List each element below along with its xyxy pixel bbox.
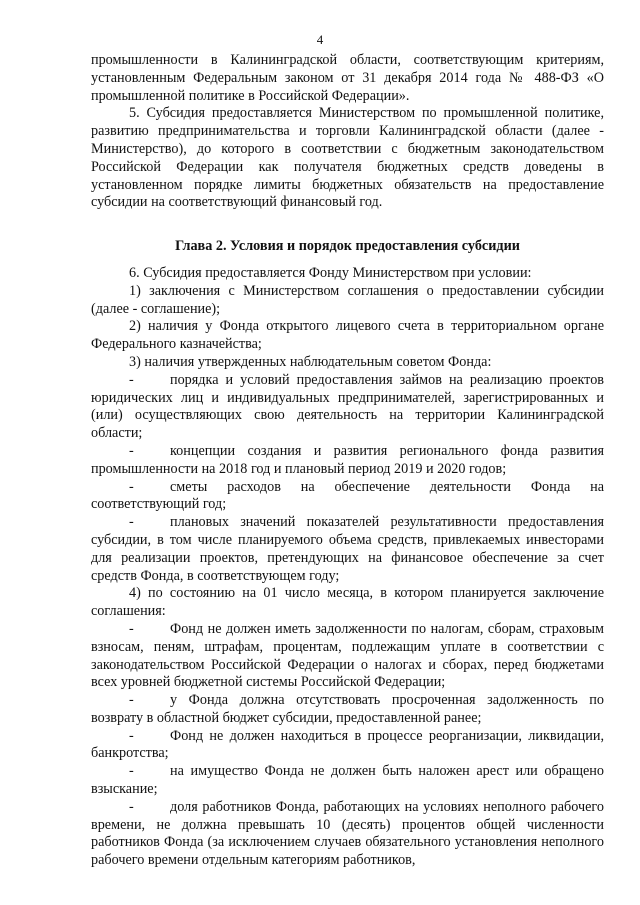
list-dash: - [129, 763, 134, 780]
condition-3-item-1 [91, 372, 604, 443]
page-number: 4 [316, 32, 324, 47]
list-dash: - [129, 798, 134, 815]
list-item-text: у Фонда должна отсутствовать просроченная задолженность по возврату в областной бюджет субсидии, предоставленной ранее; [91, 692, 604, 726]
condition-3: 3) наличия утвержденных наблюдательным советом Фонда: [129, 353, 492, 370]
list-item-text: на имущество Фонда не должен быть наложен арест или обращено взыскание; [91, 763, 604, 798]
condition-4: 4) по состоянию на 01 число месяца, в котором планируется заключение соглашения: [91, 585, 604, 620]
list-dash: - [129, 692, 134, 709]
condition-4-item-5 [91, 799, 604, 870]
condition-3-item-2 [91, 443, 604, 479]
list-dash: - [129, 727, 134, 744]
paragraph-5: 5. Субсидия предоставляется Министерством по промышленной политике, развитию предпринимательства и торговли Калининградской области (далее - Министерство), до которого в соответствии с бюджетным законодательством Российской Федерации как получателя бюджетных средств доведены в установленном порядке лимиты бюджетных обязательств на предоставление субсидии на соответствующий финансовый год. [91, 105, 604, 211]
chapter-heading: Глава 2. Условия и порядок предоставления субсидии [175, 238, 520, 255]
condition-4-item-1 [91, 621, 604, 692]
condition-3-item-3 [91, 479, 604, 515]
list-dash: - [129, 478, 134, 495]
list-item-text: порядка и условий предоставления займов на реализацию проектов юридических лиц и индивидуальных предпринимателей, зарегистрированных и (или) осуществляющих свою деятельность на территории Калининградской области; [91, 371, 604, 442]
list-item-text: плановых значений показателей результативности предоставления субсидии, в том числе планируемого объема средств, привлекаемых инвесторами для реализации проектов, претендующих на финансовое обеспечение за счет средств Фонда, в соответствующем году; [91, 514, 604, 584]
list-item-text: Фонд не должен находиться в процессе реорганизации, ликвидации, банкротства; [91, 727, 604, 762]
condition-2: 2) наличия у Фонда открытого лицевого счета в территориальном органе Федерального казначейства; [91, 318, 604, 353]
list-item-text: сметы расходов на обеспечение деятельности Фонда на соответствующий год; [91, 478, 604, 513]
document-body [91, 52, 604, 870]
condition-4-item-4 [91, 763, 604, 799]
list-dash: - [129, 620, 134, 637]
condition-3-item-4 [91, 514, 604, 585]
list-dash: - [129, 514, 134, 531]
list-dash: - [129, 442, 134, 459]
paragraph-intro-continuation: промышленности в Калининградской области, соответствующим критериям, установленным Федеральным законом от 31 декабря 2014 года № 488-ФЗ «О промышленной политике в Российской Федерации». [91, 52, 604, 104]
condition-1: 1) заключения с Министерством соглашения о предоставлении субсидии (далее - соглашение); [91, 282, 604, 317]
condition-4-item-2 [91, 692, 604, 728]
list-item-text: концепции создания и развития регионального фонда развития промышленности на 2018 год и плановый период 2019 и 2020 годов; [91, 442, 604, 477]
list-item-text: Фонд не должен иметь задолженности по налогам, сборам, страховым взносам, пеням, штрафам, процентам, подлежащим уплате в соответствии с законодательством Российской Федерации о налогах и сборах, перед бюджетами всех уровней бюджетной системы Российской Федерации; [91, 620, 604, 691]
condition-4-item-3 [91, 728, 604, 764]
list-dash: - [129, 371, 134, 388]
list-item-text: доля работников Фонда, работающих на условиях неполного рабочего времени, не должна превышать 10 (десять) процентов общей численности работников Фонда (за исключением случаев обязательного установления неполного рабочего времени отдельным категориям работников, [91, 798, 604, 869]
paragraph-6: 6. Субсидия предоставляется Фонду Министерством при условии: [129, 264, 532, 281]
